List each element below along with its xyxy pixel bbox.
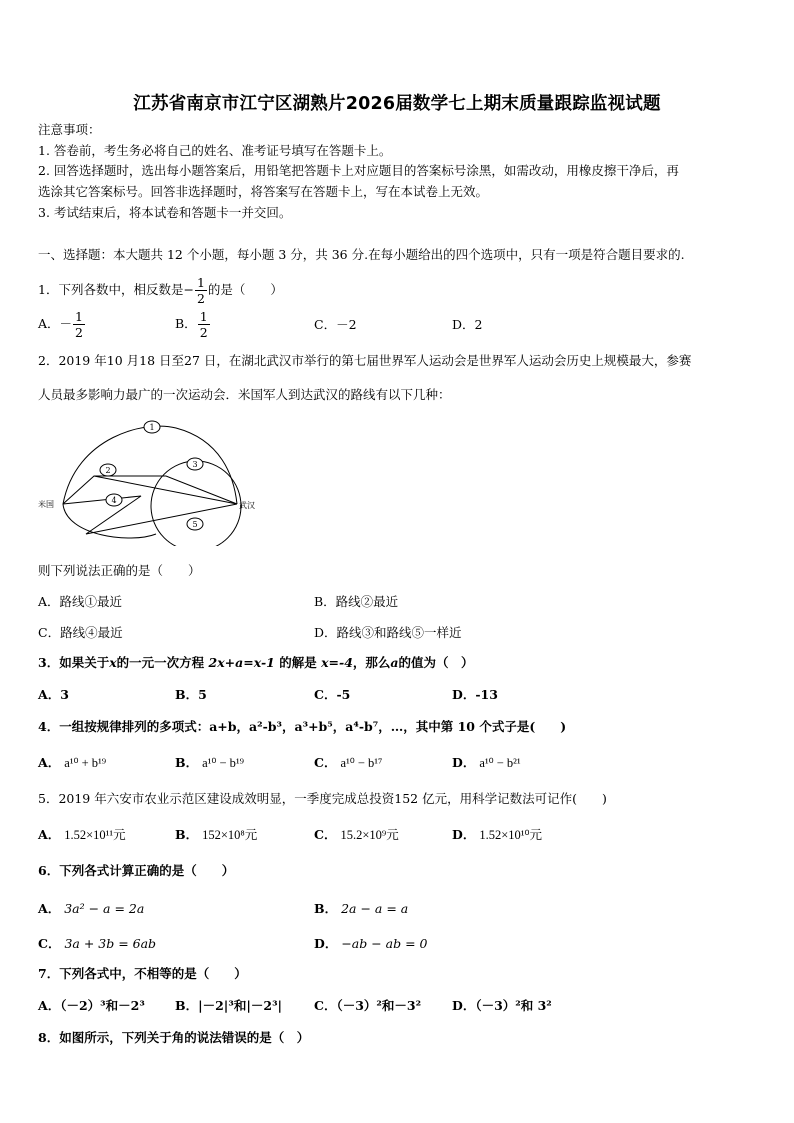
svg-text:1: 1 <box>149 423 155 432</box>
question-6-option-d[interactable]: D． −ab − ab = 0 <box>314 936 428 951</box>
notice-item-1: 1. 答卷前，考生务必将自己的姓名、准考证号填写在答题卡上。 <box>38 143 392 158</box>
question-5-option-b[interactable]: B． 152×10⁸元 <box>175 827 258 842</box>
svg-text:5: 5 <box>192 520 198 529</box>
question-4-option-a[interactable]: A． a¹⁰ + b¹⁹ <box>38 755 107 770</box>
origin-label: 米国 <box>38 500 54 509</box>
question-4-option-b[interactable]: B． a¹⁰ − b¹⁹ <box>175 755 245 770</box>
question-4-option-d[interactable]: D． a¹⁰ − b²¹ <box>452 755 521 770</box>
question-3-stem: 3．如果关于x的一元一次方程 2x+a=x-1 的解是 x=-4，那么a的值为（ ） <box>38 655 474 670</box>
fraction: $\frac{1}{2}$ <box>75 309 83 340</box>
route-2-marker <box>100 464 116 476</box>
question-2-line-1: 2．2019 年10 月18 日至27 日，在湖北武汉市举行的第七届世界军人运动会是世界军人运动会历史上规模最大，参赛 <box>38 353 692 368</box>
question-3-option-c[interactable]: C．-5 <box>314 687 351 702</box>
destination-label: 武汉 <box>239 501 255 510</box>
question-1-option-d[interactable]: D．2 <box>452 317 483 332</box>
question-3-option-d[interactable]: D．-13 <box>452 687 498 702</box>
question-2-option-b[interactable]: B．路线②最近 <box>314 594 399 609</box>
fraction: $\frac{1}{2}$ <box>196 275 205 306</box>
question-3-option-b[interactable]: B．5 <box>175 687 207 702</box>
notice-item-2: 2. 回答选择题时，选出每小题答案后，用铅笔把答题卡上对应题目的答案标号涂黑，如需改动，用橡皮擦干净后，再 <box>38 163 679 178</box>
notice-item-3: 3. 考试结束后，将本试卷和答题卡一并交回。 <box>38 205 292 220</box>
route-diagram <box>36 416 266 546</box>
svg-text:4: 4 <box>111 496 117 505</box>
svg-text:3: 3 <box>192 460 198 469</box>
question-2-option-d[interactable]: D．路线③和路线⑤一样近 <box>314 625 462 640</box>
question-5-option-a[interactable]: A． 1.52×10¹¹元 <box>38 827 126 842</box>
route-3-marker <box>187 458 203 470</box>
route-1-marker <box>144 421 160 433</box>
section-heading: 一、选择题：本大题共 12 个小题，每小题 3 分，共 36 分.在每小题给出的四个选项中，只有一项是符合题目要求的. <box>38 247 685 262</box>
notice-heading: 注意事项： <box>38 122 101 137</box>
question-1-option-b[interactable]: B． $\frac{1}{2}$ <box>175 309 208 340</box>
fraction: $\frac{1}{2}$ <box>199 309 208 340</box>
question-4-stem: 4．一组按规律排列的多项式：a+b，a²-b³，a³+b⁵，a⁴-b⁷，…，其中第 10 个式子是( ) <box>38 719 567 734</box>
question-4-option-c[interactable]: C． a¹⁰ − b¹⁷ <box>314 755 383 770</box>
question-5-option-d[interactable]: D． 1.52×10¹⁰元 <box>452 827 543 842</box>
question-1-option-c[interactable]: C．－2 <box>314 317 357 332</box>
question-6-option-c[interactable]: C． 3a + 3b = 6ab <box>38 936 157 951</box>
question-2-option-c[interactable]: C．路线④最近 <box>38 625 123 640</box>
svg-text:2: 2 <box>105 466 111 475</box>
question-2-ask: 则下列说法正确的是（ ） <box>38 563 201 578</box>
question-5-option-c[interactable]: C． 15.2×10⁹元 <box>314 827 399 842</box>
question-2-line-2: 人员最多影响力最广的一次运动会．米国军人到达武汉的路线有以下几种： <box>38 387 451 402</box>
question-8-stem: 8．如图所示，下列关于角的说法错误的是（ ） <box>38 1030 310 1045</box>
question-6-option-b[interactable]: B． 2a − a = a <box>314 901 409 916</box>
question-7-option-a[interactable]: A．（－2）³和－2³ <box>38 998 145 1013</box>
question-1-stem: 1．下列各数中，相反数是− $\frac{1}{2}$ 的是（ ） <box>38 275 283 306</box>
route-5-marker <box>187 518 203 530</box>
question-6-stem: 6．下列各式计算正确的是（ ） <box>38 863 235 878</box>
route-4-marker <box>106 494 122 506</box>
question-7-stem: 7．下列各式中，不相等的是（ ） <box>38 966 247 981</box>
notice-item-2-cont: 选涂其它答案标号。回答非选择题时，将答案写在答题卡上，写在本试卷上无效。 <box>38 184 489 199</box>
page-title: 江苏省南京市江宁区湖熟片2026届数学七上期末质量跟踪监视试题 <box>133 94 661 114</box>
question-7-option-d[interactable]: D．（－3）²和 3² <box>452 998 552 1013</box>
question-6-option-a[interactable]: A． 3a² − a = 2a <box>38 901 145 916</box>
question-1-option-a[interactable]: A．－ $\frac{1}{2}$ <box>38 309 83 340</box>
question-2-option-a[interactable]: A．路线①最近 <box>38 594 123 609</box>
question-7-option-c[interactable]: C．（－3）²和－3² <box>314 998 422 1013</box>
question-7-option-b[interactable]: B．|－2|³和|－2³| <box>175 998 283 1013</box>
question-5-stem: 5．2019 年六安市农业示范区建设成效明显，一季度完成总投资152 亿元，用科学记数法可记作( ) <box>38 791 607 806</box>
question-3-option-a[interactable]: A．3 <box>38 687 69 702</box>
